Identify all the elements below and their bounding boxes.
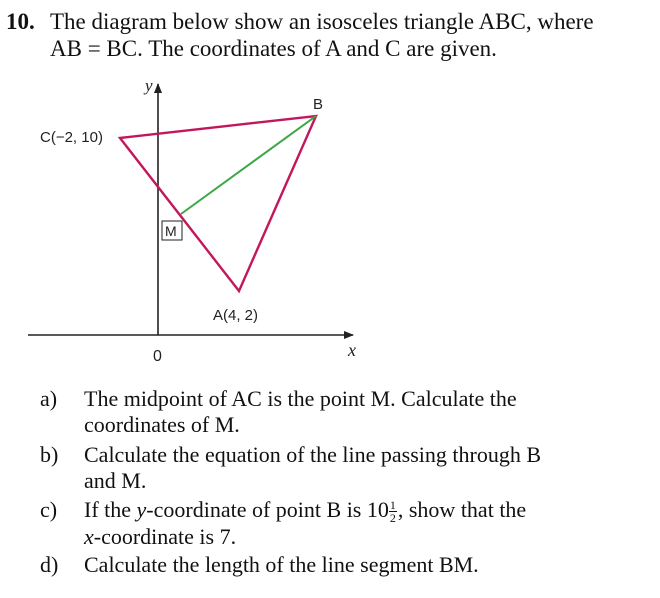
part-b-line-1: Calculate the equation of the line passing through B xyxy=(84,442,542,467)
point-c-label: C(−2, 10) xyxy=(40,129,103,146)
point-m-label: M xyxy=(165,223,177,239)
part-b-label: b) xyxy=(40,442,59,467)
part-d-label: d) xyxy=(40,552,59,577)
fraction-one-half: $\frac{1}{2}$ xyxy=(389,498,396,526)
triangle-abc xyxy=(120,116,316,291)
part-c-line-1: If the y-coordinate of point B is 10 $\frac{1}{2}$ , show that the xyxy=(84,497,527,526)
question-text-line-2: AB = BC. The coordinates of A and C are given. xyxy=(50,36,497,61)
part-c-line-2: x-coordinate is 7. xyxy=(84,524,237,550)
origin-label: 0 xyxy=(153,348,162,365)
part-b-line-2: and M. xyxy=(84,468,147,493)
y-axis-label: y xyxy=(145,76,153,95)
triangle-diagram xyxy=(0,70,660,370)
question-number: 10. xyxy=(6,9,35,34)
point-a-label: A(4, 2) xyxy=(213,307,259,324)
part-a-label: a) xyxy=(40,386,58,411)
point-b-label: B xyxy=(313,96,324,113)
part-a-line-1: The midpoint of AC is the point M. Calculate the xyxy=(84,386,517,411)
question-text-line-1: The diagram below show an isosceles triangle ABC, where xyxy=(50,9,594,34)
part-c-label: c) xyxy=(40,497,58,522)
part-d-line-1: Calculate the length of the line segment BM. xyxy=(84,552,479,577)
x-axis-label: x xyxy=(348,340,356,360)
part-a-line-2: coordinates of M. xyxy=(84,412,240,437)
